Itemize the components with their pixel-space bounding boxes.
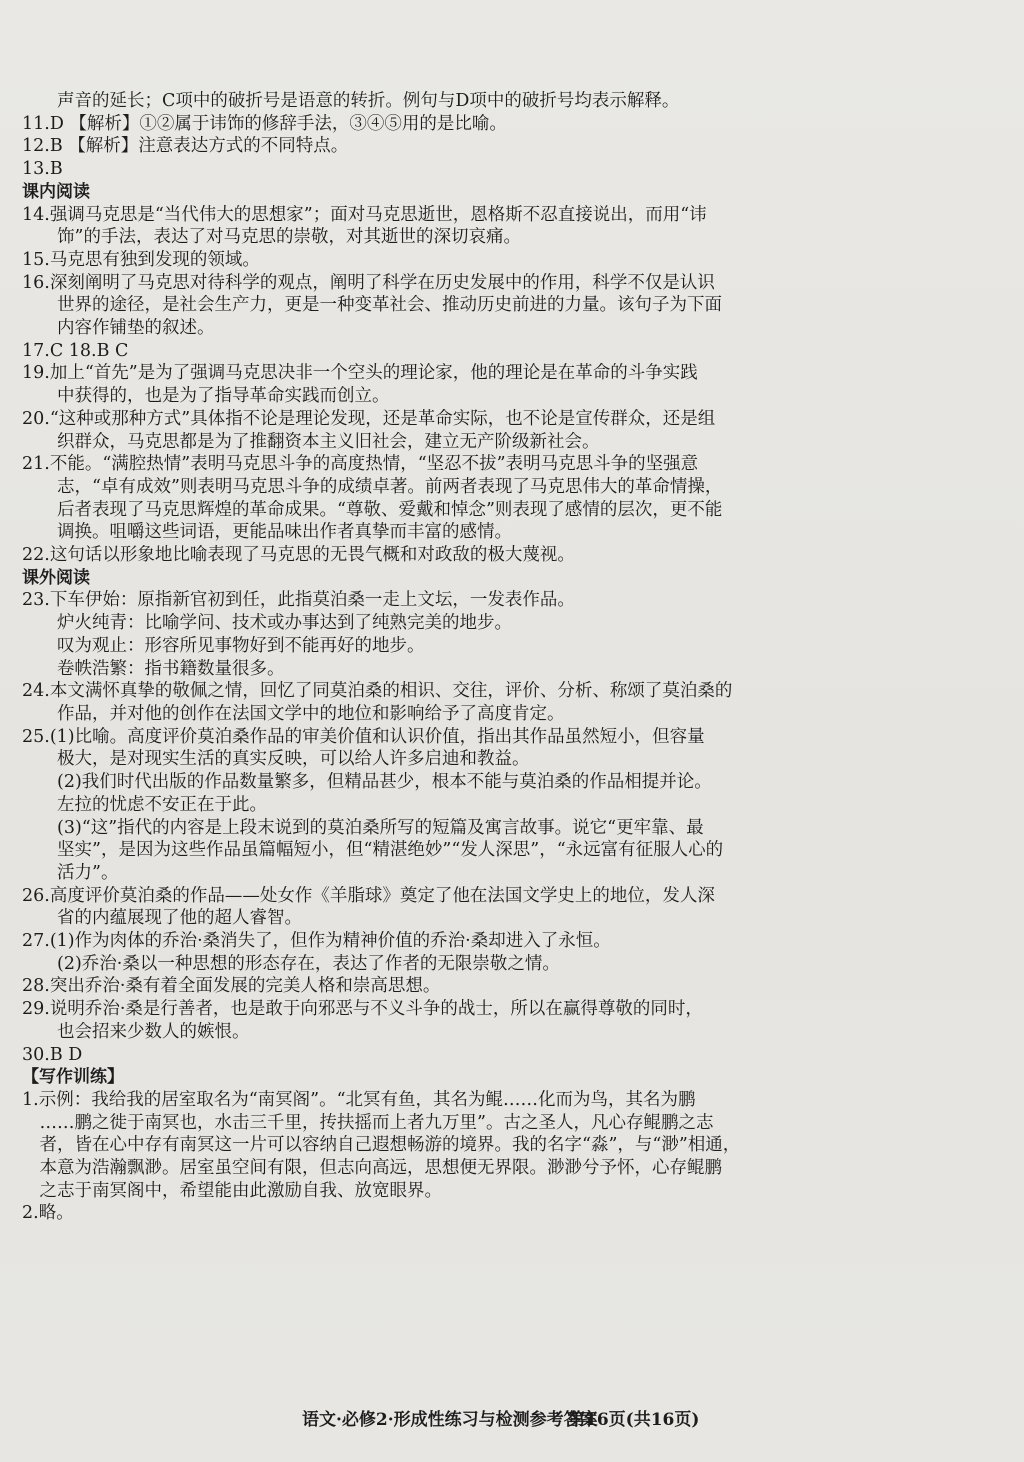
answer-line: 织群众，马克思都是为了推翻资本主义旧社会，建立无产阶级新社会。	[22, 431, 600, 452]
answer-line: (3)“这”指代的内容是上段末说到的莫泊桑所写的短篇及寓言故事。说它“更牢靠、最	[22, 817, 704, 838]
answer-line: 21.不能。“满腔热情”表明马克思斗争的高度热情，“坚忍不拔”表明马克思斗争的坚强意	[22, 454, 699, 475]
answer-line: 30.B D	[22, 1044, 83, 1065]
answer-line: 叹为观止：形容所见事物好到不能再好的地步。	[22, 635, 425, 656]
answer-line: 2.略。	[22, 1203, 74, 1224]
answer-line: 中获得的，也是为了指导革命实践而创立。	[22, 386, 390, 407]
answer-line: 17.C 18.B C	[22, 340, 129, 361]
answer-line: 坚实”，是因为这些作品虽篇幅短小，但“精湛绝妙”“发人深思”，“永远富有征服人心的	[22, 840, 724, 861]
answer-line: 省的内蕴展现了他的超人睿智。	[22, 908, 302, 929]
answer-line: 1.示例：我给我的居室取名为“南冥阁”。“北冥有鱼，其名为鲲……化而为鸟，其名为鹏	[22, 1089, 696, 1110]
footer-book-title: 语文·必修2·形成性练习与检测参考答案	[302, 1410, 598, 1430]
answer-line: 26.高度评价莫泊桑的作品——处女作《羊脂球》奠定了他在法国文学史上的地位，发人深	[22, 885, 715, 906]
answer-line: 极大，是对现实生活的真实反映，可以给人许多启迪和教益。	[22, 749, 530, 770]
answer-line: 作品，并对他的创作在法国文学中的地位和影响给予了高度肯定。	[22, 703, 565, 724]
answer-line: 炉火纯青：比喻学问、技术或办事达到了纯熟完美的地步。	[22, 613, 512, 634]
answer-line: 15.马克思有独到发现的领域。	[22, 249, 260, 270]
answer-line: 世界的途径，是社会生产力，更是一种变革社会、推动历史前进的力量。该句子为下面	[22, 295, 722, 316]
answer-content	[22, 90, 1002, 1225]
answer-line: 16.深刻阐明了马克思对待科学的观点，阐明了科学在历史发展中的作用，科学不仅是认识	[22, 272, 715, 293]
answer-line: 左拉的忧虑不安正在于此。	[22, 794, 267, 815]
answer-line: 23.下车伊始：原指新官初到任，此指莫泊桑一走上文坛，一发表作品。	[22, 590, 575, 611]
answer-line: 者，皆在心中存有南冥这一片可以容纳自己遐想畅游的境界。我的名字“淼”，与“渺”相通，	[22, 1135, 741, 1156]
answer-line: (2)乔治·桑以一种思想的形态存在，表达了作者的无限崇敬之情。	[22, 953, 560, 974]
answer-line: 后者表现了马克思辉煌的革命成果。“尊敬、爱戴和悼念”则表现了感情的层次，更不能	[22, 499, 723, 520]
footer-page-number: 第16页(共16页)	[568, 1410, 700, 1430]
answer-line: 12.B 【解析】注意表达方式的不同特点。	[22, 136, 349, 157]
answer-line: 25.(1)比喻。高度评价莫泊桑作品的审美价值和认识价值，指出其作品虽然短小，但容量	[22, 726, 705, 747]
answer-line: (2)我们时代出版的作品数量繁多，但精品甚少，根本不能与莫泊桑的作品相提并论。	[22, 772, 712, 793]
answer-line: 19.加上“首先”是为了强调马克思决非一个空头的理论家，他的理论是在革命的斗争实践	[22, 363, 698, 384]
answer-line: 13.B	[22, 159, 63, 180]
answer-line: 24.本文满怀真挚的敬佩之情，回忆了同莫泊桑的相识、交往，评价、分析、称颂了莫泊桑的	[22, 681, 733, 702]
answer-line: 28.突出乔治·桑有着全面发展的完美人格和崇高思想。	[22, 976, 441, 997]
answer-line: 22.这句话以形象地比喻表现了马克思的无畏气概和对政敌的极大蔑视。	[22, 545, 575, 566]
answer-line: 也会招来少数人的嫉恨。	[22, 1021, 250, 1042]
answer-line: 之志于南冥阁中，希望能由此激励自我、放宽眼界。	[22, 1180, 442, 1201]
answer-line: 声音的延长；C项中的破折号是语意的转折。例句与D项中的破折号均表示解释。	[22, 91, 680, 111]
answer-line: 饰”的手法，表达了对马克思的崇敬，对其逝世的深切哀痛。	[22, 227, 521, 248]
answer-line: ……鹏之徙于南冥也，水击三千里，抟扶摇而上者九万里”。古之圣人，凡心存鲲鹏之志	[22, 1112, 714, 1133]
answer-line: 本意为浩瀚飘渺。居室虽空间有限，但志向高远，思想便无界限。渺渺兮予怀，心存鲲鹏	[22, 1158, 722, 1179]
answer-line: 卷帙浩繁：指书籍数量很多。	[22, 658, 285, 679]
answer-line: 27.(1)作为肉体的乔治·桑消失了，但作为精神价值的乔治·桑却进入了永恒。	[22, 931, 611, 952]
section-heading: 课内阅读	[22, 181, 90, 202]
answer-line: 11.D 【解析】①②属于讳饰的修辞手法，③④⑤用的是比喻。	[22, 113, 507, 134]
answer-line: 20.“这种或那种方式”具体指不论是理论发现，还是革命实际，也不论是宣传群众，还是组	[22, 408, 716, 429]
answer-line: 志，“卓有成效”则表明马克思斗争的成绩卓著。前两者表现了马克思伟大的革命情操，	[22, 476, 723, 497]
section-heading: 课外阅读	[22, 567, 90, 588]
answer-line: 29.说明乔治·桑是行善者，也是敢于向邪恶与不义斗争的战士，所以在赢得尊敬的同时，	[22, 999, 703, 1020]
answer-line: 调换。咀嚼这些词语，更能品味出作者真挚而丰富的感情。	[22, 522, 512, 543]
section-heading: 【写作训练】	[22, 1067, 124, 1088]
answer-line: 活力”。	[22, 862, 119, 883]
answer-line: 内容作铺垫的叙述。	[22, 318, 215, 339]
answer-line: 14.强调马克思是“当代伟大的思想家”；面对马克思逝世，恩格斯不忍直接说出，而用“讳	[22, 204, 707, 225]
